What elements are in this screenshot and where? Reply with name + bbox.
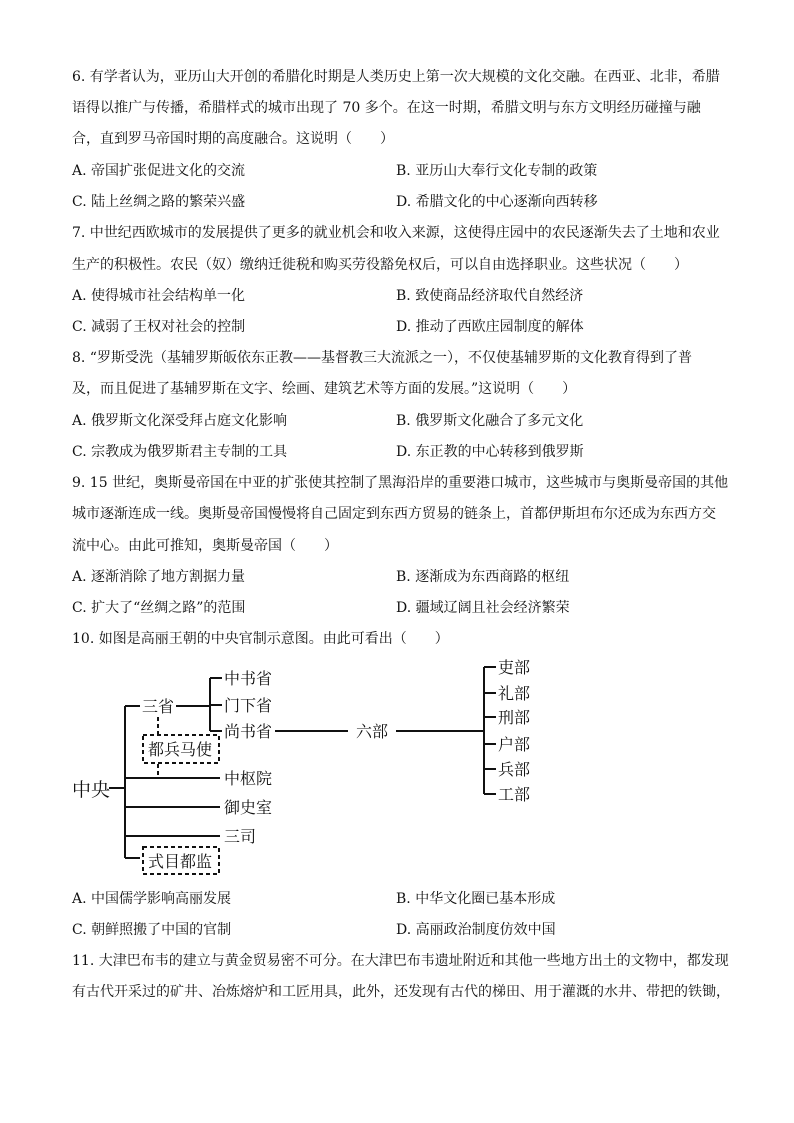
q11-stem-line-2: 有古代开采过的矿井、冶炼熔炉和工匠用具，此外，还发现有古代的梯田、用于灌溉的水井、带把的铁锄， bbox=[72, 984, 730, 1000]
diagram-yushitai-label: 御史室 bbox=[224, 798, 273, 817]
q6-option-c: C. 陆上丝绸之路的繁荣兴盛 bbox=[72, 194, 246, 210]
q8-stem-line-2: 及，而且促进了基辅罗斯在文字、绘画、建筑艺术等方面的发展。”这说明（ ） bbox=[72, 381, 577, 397]
q8-stem-line-1: 8. “罗斯受洗（基辅罗斯皈依东正教——基督教三大流派之一），不仅使基辅罗斯的文化教育得到了普 bbox=[72, 350, 692, 366]
diagram-zhongshusheng-label: 中书省 bbox=[224, 669, 273, 688]
q7-stem-line-2: 生产的积极性。农民（奴）缴纳迁徙税和购买劳役豁免权后，可以自由选择职业。这些状况（ ） bbox=[72, 257, 688, 273]
q10-option-c: C. 朝鲜照搬了中国的官制 bbox=[72, 922, 232, 938]
diagram-xingbu-label: 刑部 bbox=[498, 708, 531, 727]
diagram-zhongshuyuan-label: 中枢院 bbox=[224, 769, 273, 788]
q10-stem-line-1: 10. 如图是高丽王朝的中央官制示意图。由此可看出（ ） bbox=[72, 631, 449, 647]
diagram-menxiasheng-label: 门下省 bbox=[224, 696, 273, 715]
diagram-libu-rites-label: 礼部 bbox=[498, 684, 531, 703]
q7-option-a: A. 使得城市社会结构单一化 bbox=[72, 288, 246, 304]
q8-option-a: A. 俄罗斯文化深受拜占庭文化影响 bbox=[72, 413, 288, 429]
q7-option-c: C. 减弱了王权对社会的控制 bbox=[72, 319, 246, 335]
q6-option-b: B. 亚历山大奉行文化专制的政策 bbox=[396, 163, 598, 179]
diagram-root-label: 中央 bbox=[72, 779, 111, 801]
q6-stem-line-1: 6. 有学者认为，亚历山大开创的希腊化时期是人类历史上第一次大规模的文化交融。在西亚、北非，希腊 bbox=[72, 69, 720, 85]
q6-stem-line-3: 合，直到罗马帝国时期的高度融合。这说明（ ） bbox=[72, 131, 394, 147]
q8-option-c: C. 宗教成为俄罗斯君主专制的工具 bbox=[72, 444, 288, 460]
diagram-hubu-label: 户部 bbox=[498, 735, 531, 754]
diagram-shimudujian-label: 式目都监 bbox=[148, 852, 213, 871]
diagram-sansheng-label: 三省 bbox=[142, 697, 175, 716]
diagram-libu-label: 吏部 bbox=[498, 658, 531, 677]
q10-option-d: D. 高丽政治制度仿效中国 bbox=[396, 922, 556, 938]
q10-option-b: B. 中华文化圈已基本形成 bbox=[396, 891, 556, 907]
diagram-liubu-label: 六部 bbox=[356, 722, 389, 741]
q9-stem-line-3: 流中心。由此可推知，奥斯曼帝国（ ） bbox=[72, 538, 338, 554]
q9-option-b: B. 逐渐成为东西商路的枢纽 bbox=[396, 569, 570, 585]
q9-option-c: C. 扩大了“丝绸之路”的范围 bbox=[72, 600, 246, 616]
q6-option-a: A. 帝国扩张促进文化的交流 bbox=[72, 163, 246, 179]
q8-option-b: B. 俄罗斯文化融合了多元文化 bbox=[396, 413, 584, 429]
q7-option-b: B. 致使商品经济取代自然经济 bbox=[396, 288, 584, 304]
q9-stem-line-1: 9. 15 世纪，奥斯曼帝国在中亚的扩张使其控制了黑海沿岸的重要港口城市，这些城市与奥斯曼帝国的其他 bbox=[72, 475, 729, 491]
diagram-shangshusheng-label: 尚书省 bbox=[224, 722, 273, 741]
goryeo-central-officials-diagram bbox=[0, 650, 794, 885]
diagram-bingbu-label: 兵部 bbox=[498, 760, 531, 779]
q9-option-d: D. 疆域辽阔且社会经济繁荣 bbox=[396, 600, 570, 616]
diagram-gongbu-label: 工部 bbox=[498, 785, 531, 804]
diagram-sansi-label: 三司 bbox=[224, 827, 257, 846]
q11-stem-line-1: 11. 大津巴布韦的建立与黄金贸易密不可分。在大津巴布韦遗址附近和其他一些地方出土的文物中，都发现 bbox=[72, 953, 729, 969]
q6-option-d: D. 希腊文化的中心逐渐向西转移 bbox=[396, 194, 598, 210]
q8-option-d: D. 东正教的中心转移到俄罗斯 bbox=[396, 444, 584, 460]
q6-stem-line-2: 语得以推广与传播，希腊样式的城市出现了 70 多个。在这一时期，希腊文明与东方文明经历碰撞与融 bbox=[72, 100, 701, 116]
diagram-dubingmashi-label: 都兵马使 bbox=[148, 740, 213, 759]
q7-stem-line-1: 7. 中世纪西欧城市的发展提供了更多的就业机会和收入来源，这使得庄园中的农民逐渐失去了土地和农业 bbox=[72, 225, 720, 241]
q9-option-a: A. 逐渐消除了地方割据力量 bbox=[72, 569, 246, 585]
q10-option-a: A. 中国儒学影响高丽发展 bbox=[72, 891, 232, 907]
q7-option-d: D. 推动了西欧庄园制度的解体 bbox=[396, 319, 584, 335]
q9-stem-line-2: 城市逐渐连成一线。奥斯曼帝国慢慢将自己固定到东西方贸易的链条上，首都伊斯坦布尔还成为东西方交 bbox=[72, 506, 716, 522]
